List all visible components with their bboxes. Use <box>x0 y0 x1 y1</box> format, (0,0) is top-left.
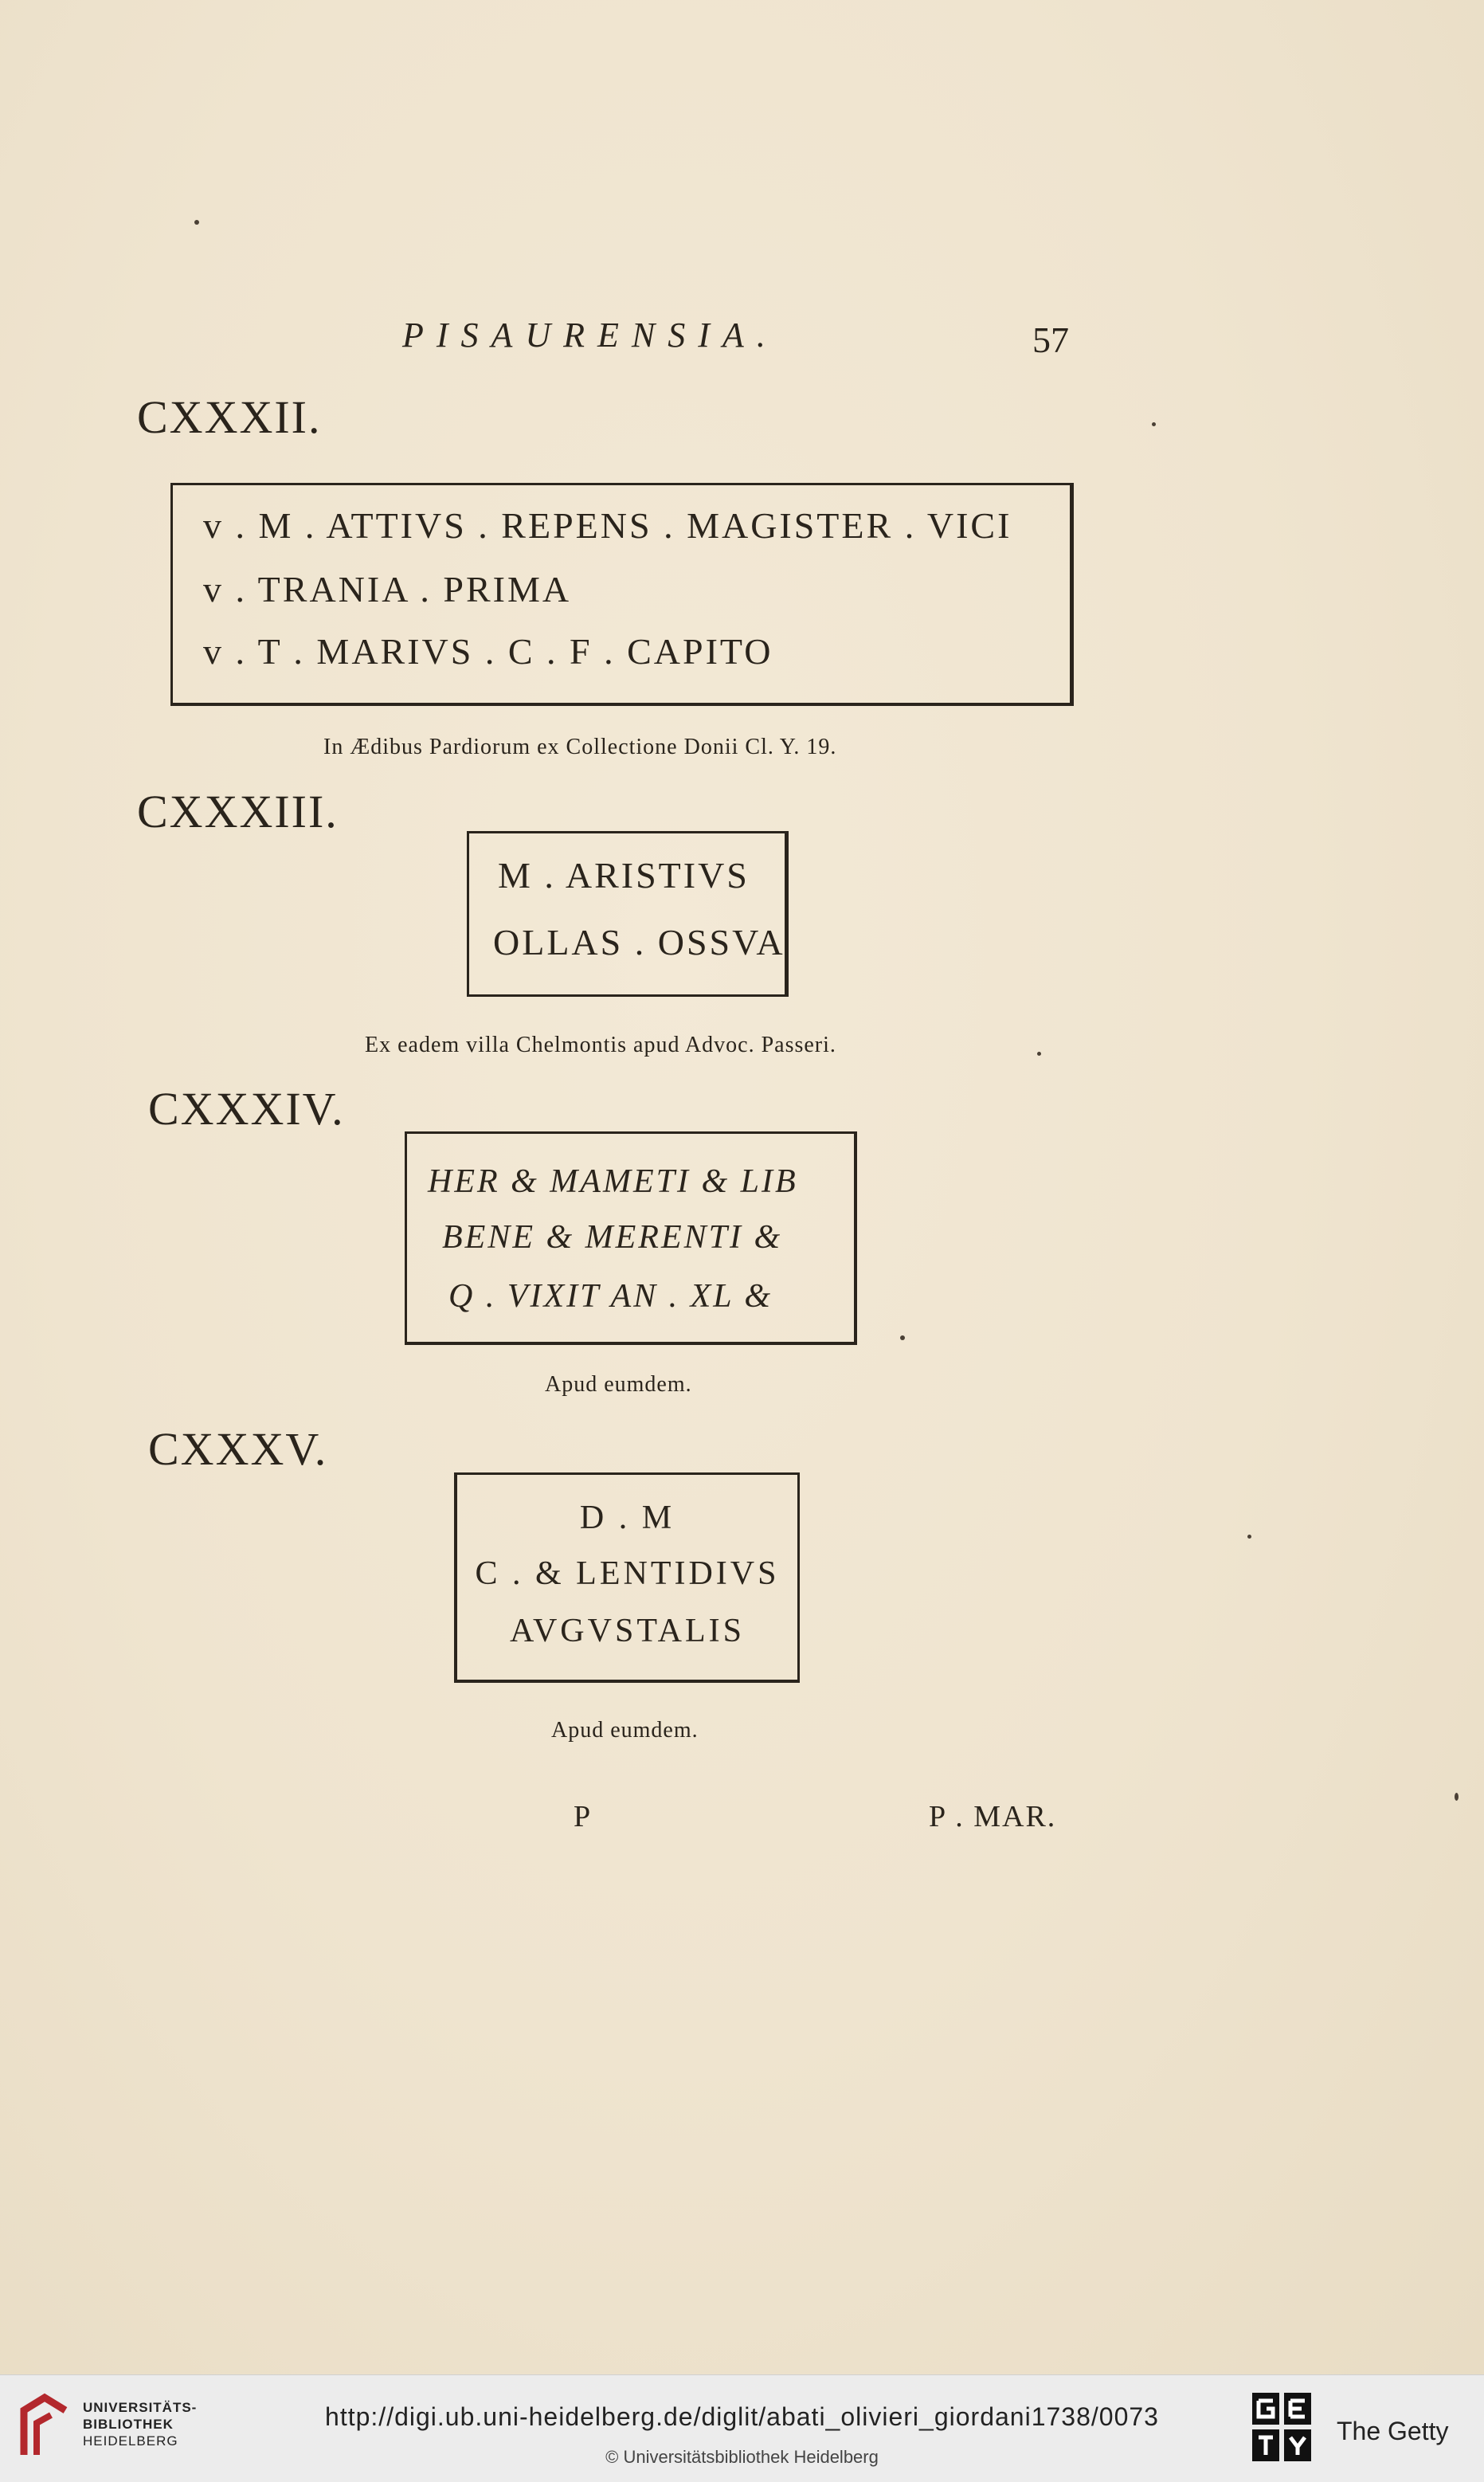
inscription-caption: Apud eumdem. <box>551 1718 699 1743</box>
inscription-line: v . TRANIA . PRIMA <box>203 569 572 610</box>
paper-speck <box>1037 1052 1041 1056</box>
entry-number: CXXXIII. <box>137 786 339 837</box>
catchword-left: P <box>574 1800 591 1833</box>
catchword-right: P . MAR. <box>929 1800 1057 1833</box>
paper-speck <box>900 1335 905 1340</box>
inscription-line: M . ARISTIVS <box>498 855 750 896</box>
library-name-line: UNIVERSITÄTS- <box>83 2400 198 2415</box>
viewer-footer <box>0 2374 1484 2482</box>
inscription-box <box>467 831 789 997</box>
inscription-line: v . M . ATTIVS . REPENS . MAGISTER . VICI <box>203 505 1012 546</box>
inscription-line: OLLAS . OSSVA <box>493 922 785 963</box>
inscription-line: AVGVSTALIS <box>510 1613 745 1649</box>
partner-name: The Getty <box>1337 2417 1449 2445</box>
paper-speck <box>1152 422 1156 426</box>
permalink-url[interactable]: http://digi.ub.uni-heidelberg.de/diglit/abati_olivieri_giordani1738/0073 <box>325 2402 1159 2431</box>
running-head: PISAURENSIA. <box>402 316 778 355</box>
inscription-line: BENE & MERENTI & <box>442 1219 783 1256</box>
inscription-caption: Apud eumdem. <box>545 1372 692 1397</box>
getty-logo-icon <box>1251 2391 1314 2468</box>
inscription-line: HER & MAMETI & LIB <box>428 1163 798 1200</box>
inscription-box <box>405 1131 857 1345</box>
inscription-caption: In Ædibus Pardiorum ex Collectione Donii Cl. Y. 19. <box>323 735 837 759</box>
copyright-notice: © Universitätsbibliothek Heidelberg <box>605 2447 879 2467</box>
entry-number: CXXXII. <box>137 391 322 443</box>
library-name-line: HEIDELBERG <box>83 2433 178 2449</box>
inscription-box <box>170 483 1074 706</box>
paper-speck <box>1247 1535 1251 1539</box>
entry-number: CXXXIV. <box>148 1083 345 1135</box>
entry-number: CXXXV. <box>148 1423 328 1475</box>
inscription-caption: Ex eadem villa Chelmontis apud Advoc. Passeri. <box>365 1033 836 1057</box>
inscription-box <box>454 1472 800 1683</box>
inscription-line: C . & LENTIDIVS <box>475 1555 780 1592</box>
page-number: 57 <box>1032 320 1069 360</box>
inscription-line: Q . VIXIT AN . XL & <box>448 1278 773 1315</box>
inscription-line: D . M <box>579 1500 675 1536</box>
inscription-line: v . T . MARIVS . C . F . CAPITO <box>203 631 773 672</box>
paper-speck <box>1455 1793 1459 1801</box>
library-name-line: BIBLIOTHEK <box>83 2417 174 2432</box>
paper-speck <box>194 220 199 225</box>
